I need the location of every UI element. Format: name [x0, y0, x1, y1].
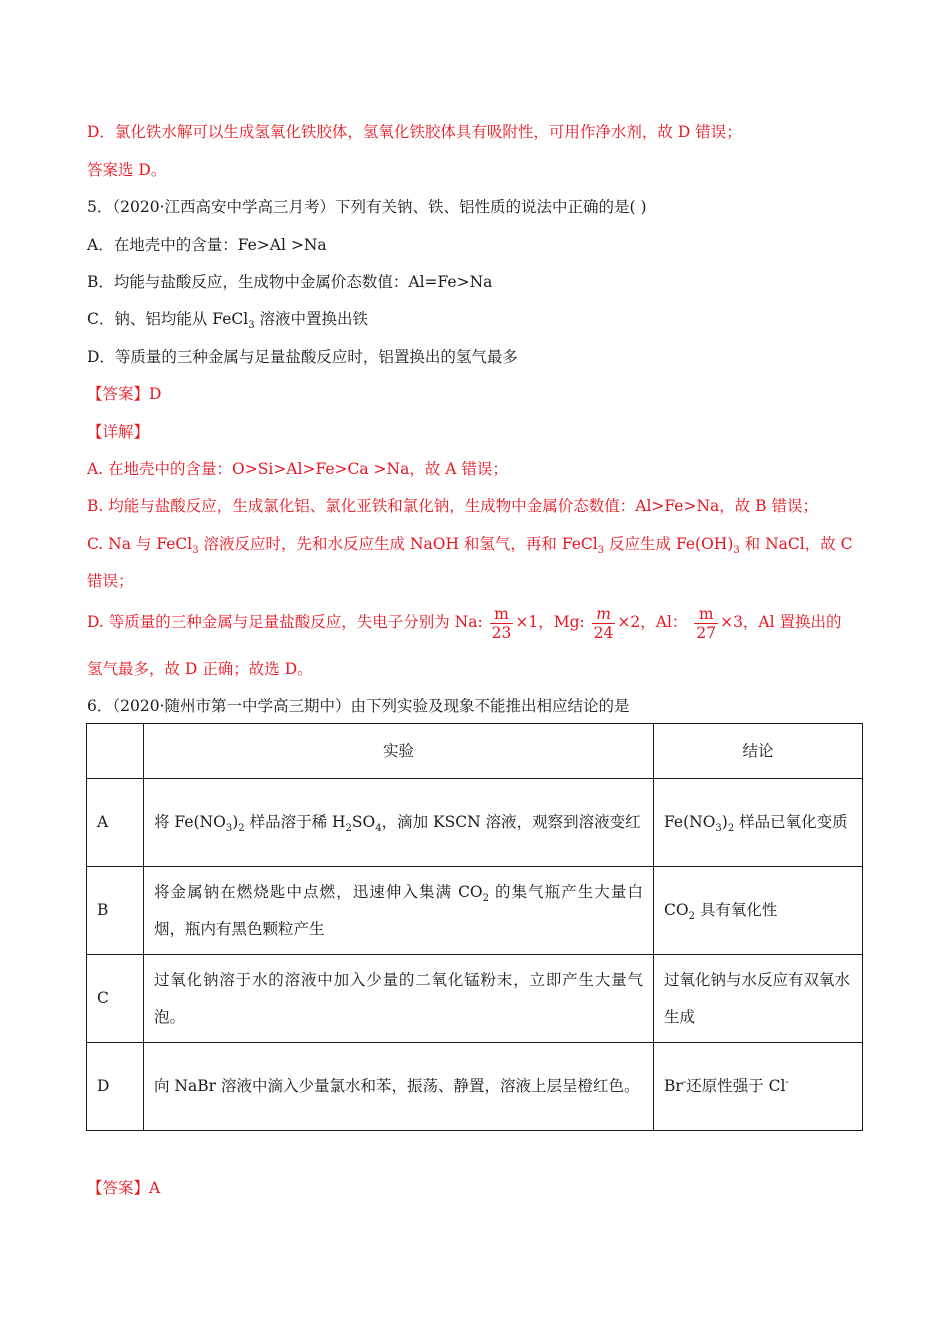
- q5-stem: 5．（2020·江西高安中学高三月考）下列有关钠、铁、铝性质的说法中正确的是( ): [87, 198, 647, 216]
- experiment-table: [86, 723, 863, 1131]
- row-experiment: 将 $Fe(NO_3)_2$ 样品溶于稀 $H_2SO_4$，滴加 KSCN 溶液，观察到溶液变红: [144, 779, 654, 867]
- row-conclusion: $CO_2$ 具有氧化性: [654, 867, 863, 955]
- row-experiment: 将金属钠在燃烧匙中点燃，迅速伸入集满 $CO_2$ 的集气瓶产生大量白烟，瓶内有黑色颗粒产生: [144, 867, 654, 955]
- row-experiment: 向 NaBr 溶液中滴入少量氯水和苯，振荡、静置，溶液上层呈橙红色。: [144, 1043, 654, 1131]
- q6-answer: 【答案】A: [87, 1179, 161, 1197]
- header-cell-conclusion: 结论: [654, 724, 863, 779]
- table-header-row: [87, 724, 863, 779]
- row-conclusion: Br-还原性强于 Cl-: [654, 1043, 863, 1131]
- q5-explanation-d-continued: 氢气最多，故 D 正确；故选 D。: [87, 660, 313, 678]
- row-label: B: [87, 867, 144, 955]
- row-experiment: 过氧化钠溶于水的溶液中加入少量的二氧化锰粉末，立即产生大量气泡。: [144, 955, 654, 1043]
- q5-option-b: B．均能与盐酸反应，生成物中金属价态数值：Al=Fe>Na: [87, 273, 493, 291]
- q6-stem: 6．（2020·随州市第一中学高三期中）由下列实验及现象不能推出相应结论的是: [87, 697, 630, 715]
- q5-explanation-a: A. 在地壳中的含量：O>Si>Al>Fe>Ca >Na，故 A 错误；: [87, 460, 508, 478]
- fraction-mg: $\frac{m}{24}$: [593, 604, 614, 642]
- row-label: C: [87, 955, 144, 1043]
- table-row: [87, 867, 863, 955]
- row-conclusion: 过氧化钠与水反应有双氧水生成: [654, 955, 863, 1043]
- fraction-na: $\frac{m}{23}$: [491, 604, 512, 642]
- row-label: D: [87, 1043, 144, 1131]
- header-cell-experiment: 实验: [144, 724, 654, 779]
- q5-detail-label: 【详解】: [87, 423, 150, 441]
- header-cell-blank: [87, 724, 144, 779]
- q5-explanation-b: B. 均能与盐酸反应，生成氯化铝、氯化亚铁和氯化钠，生成物中金属价态数值：Al>Fe>Na，故 B 错误；: [87, 497, 819, 515]
- table-row: [87, 955, 863, 1043]
- q5-explanation-d: D. 等质量的三种金属与足量盐酸反应，失电子分别为 Na: $\frac{m}{23}$ ×1，Mg: $\frac{m}{24}$ ×2，Al： $\frac{m}{27}$ ×3，Al 置换出的: [87, 604, 842, 642]
- q5-explanation-c: C. Na 与 FeCl$_3$ 溶液反应时，先和水反应生成 NaOH 和氢气，再和 FeCl$_3$ 反应生成 $Fe(OH)_3$ 和 NaCl，故 C: [87, 535, 853, 557]
- q5-option-d: D．等质量的三种金属与足量盐酸反应时，铝置换出的氢气最多: [87, 348, 518, 366]
- table-row: [87, 779, 863, 867]
- fraction-al: $\frac{m}{27}$: [696, 604, 717, 642]
- q5-option-a: A．在地壳中的含量：Fe>Al >Na: [87, 236, 327, 254]
- q4-answer-choice: 答案选 D。: [87, 161, 167, 179]
- row-conclusion: $Fe(NO_3)_2$ 样品已氧化变质: [654, 779, 863, 867]
- q5-option-c: C．钠、铝均能从 FeCl$_3$ 溶液中置换出铁: [87, 310, 368, 332]
- q5-answer: 【答案】D: [87, 385, 162, 403]
- row-label: A: [87, 779, 144, 867]
- table-row: [87, 1043, 863, 1131]
- q4-option-d-explanation: D．氯化铁水解可以生成氢氧化铁胶体，氢氧化铁胶体具有吸附性，可用作净水剂，故 D 错误；: [87, 123, 742, 141]
- q5-explanation-c-continued: 错误；: [87, 572, 134, 590]
